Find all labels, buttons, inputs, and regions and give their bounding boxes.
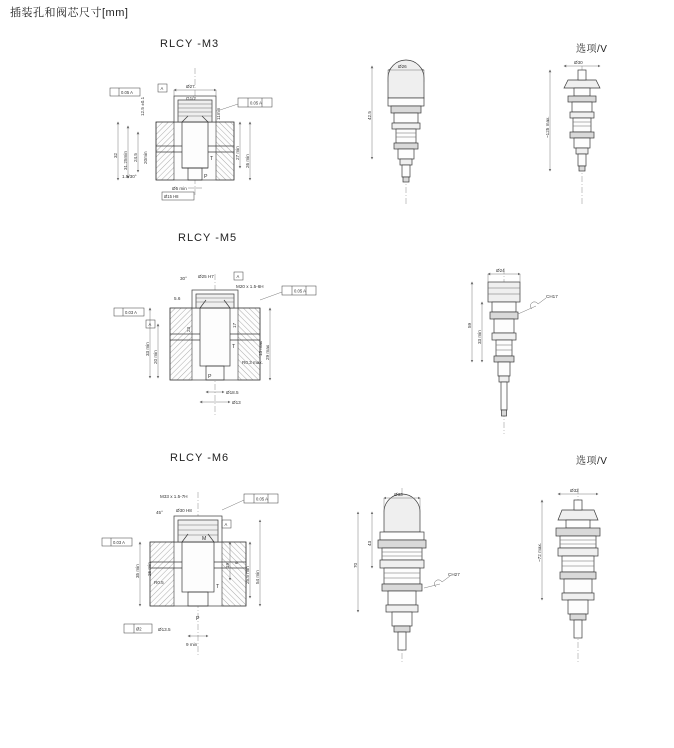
dim-m5-0: 30°	[180, 276, 187, 281]
port-label-P-m6: P	[196, 616, 200, 622]
dim-m6-15: 9 min	[186, 642, 198, 647]
datum-A-m3	[158, 84, 167, 92]
fcf-m3-left	[110, 88, 140, 96]
dim-m3-10: 1.5/30°	[122, 174, 137, 179]
port-label-P-m5: P	[208, 374, 212, 380]
dim-m3v-0: Ø26	[398, 64, 407, 69]
m5-cavity-drawing	[110, 260, 330, 420]
svg-text:A: A	[224, 522, 228, 527]
dim-m3-13: 26 min	[245, 154, 250, 168]
dim-m3-7: 31.25min	[123, 151, 128, 170]
port-label-T-m5: T	[232, 344, 236, 350]
dim-m3-3: 12.5 ±0.1	[140, 96, 145, 116]
dim-m3-4: 11min	[216, 107, 221, 120]
svg-text:A: A	[236, 274, 240, 279]
dim-m5-13: 13 max	[258, 340, 263, 356]
dim-m3-1: G1/2	[186, 96, 196, 101]
dim-m6-3: Ø30 H8	[176, 508, 192, 513]
section-title-m5: RLCY -M5	[178, 232, 238, 244]
svg-text:0.05 A: 0.05 A	[121, 90, 133, 95]
section-title-m6: RLCY -M6	[170, 452, 230, 464]
dim-m6-12: 54 min	[255, 570, 260, 584]
datum-A-m6-top	[222, 520, 231, 528]
dim-m6-2: 45°	[156, 510, 163, 515]
dim-m5-14: Ø18.5	[226, 390, 239, 395]
page-title: 插装孔和阀芯尺寸[mm]	[10, 7, 129, 19]
fcf-m3-right	[220, 98, 272, 110]
svg-text:A: A	[148, 322, 152, 327]
option-title-m3: 选项/V	[576, 44, 608, 55]
dim-m6v-3: CH27	[448, 572, 460, 577]
dim-m6-7: 35 min	[135, 564, 140, 578]
dim-m5v-0: Ø24	[496, 268, 505, 273]
dim-m5-3: M20 x 1.5-6H	[236, 284, 264, 289]
dim-m5-8: 17	[232, 322, 237, 328]
fcf-m6-bottom	[124, 624, 152, 633]
svg-text:0.03 A: 0.03 A	[113, 540, 125, 545]
dim-m6v-2: 70	[353, 562, 358, 568]
port-label-M-m6: M	[202, 536, 207, 542]
m6-valve-drawing	[340, 478, 500, 668]
dim-m5v-3: CH17	[546, 294, 558, 299]
dim-m5-6: 5.6	[174, 296, 181, 301]
svg-text:Ø15 H8: Ø15 H8	[164, 194, 179, 199]
m3-valve-drawing	[358, 58, 478, 208]
option-title-m6: 选项/V	[576, 456, 608, 467]
m5-valve-drawing	[452, 258, 592, 438]
dim-m6o-0: Ø32	[570, 488, 579, 493]
dim-m5v-1: 59	[467, 322, 472, 328]
svg-text:0.05 A: 0.05 A	[294, 288, 306, 294]
section-title-m3: RLCY -M3	[160, 38, 220, 50]
dim-m3-9: 20min	[143, 151, 148, 164]
dim-m6-14: Ø13.5	[158, 627, 171, 632]
m6-option-drawing	[512, 478, 662, 668]
dim-m3-8: 24.5	[133, 153, 138, 162]
dim-m6-10: 6	[234, 561, 239, 564]
svg-text:A: A	[160, 86, 164, 91]
dim-m5-1: Ø25 H7	[198, 274, 214, 279]
dim-m5-7: 23	[186, 326, 191, 332]
dim-m3-0: Ø27	[186, 84, 195, 89]
port-label-T-m3: T	[210, 156, 214, 162]
dim-m5-9: R0.3 max.	[242, 360, 263, 365]
port-label-T-m6: T	[216, 584, 220, 590]
dim-m6-9: 19	[225, 562, 230, 568]
fcf-m5-left	[114, 308, 144, 316]
dim-m3-11: Ø5 min	[172, 186, 187, 191]
dim-m5-15: Ø13	[232, 400, 241, 405]
dim-m6-6: R0.5	[154, 580, 164, 585]
m6-cavity-drawing	[98, 480, 318, 660]
datum-A-m5-left	[146, 320, 155, 328]
fcf-m5-right	[260, 286, 316, 300]
fcf-m6-top	[222, 494, 278, 510]
dim-m5v-2: 33 min	[477, 330, 482, 344]
dim-m3o-0: Ø30	[574, 60, 583, 65]
dim-m6-0: M33 x 1.5-7H	[160, 494, 188, 499]
dim-m6-11: 25.5 min	[245, 566, 250, 584]
dim-m6-8: 26 min	[147, 562, 152, 576]
dim-m6v-0: Ø33	[394, 492, 403, 497]
fcf-m6-left	[102, 538, 132, 546]
svg-text:0.03 A: 0.03 A	[125, 310, 137, 315]
dim-m5-12: 29 max	[265, 344, 270, 360]
dim-m3-6: 32	[113, 152, 118, 158]
dim-m3-14: 27 min	[235, 146, 240, 160]
dim-m3v-1: 42.5	[367, 111, 372, 120]
datum-A-m5-top	[234, 272, 243, 280]
svg-text:Ø2: Ø2	[136, 626, 142, 632]
dim-m3-12-box	[162, 192, 194, 200]
m3-option-drawing	[520, 58, 650, 208]
dim-m5-11: 33 min	[145, 342, 150, 356]
dim-m3o-1: ~125 max.	[545, 116, 550, 138]
dim-m6o-1: ~72 max.	[537, 542, 542, 562]
wrench-icon-m6	[434, 576, 450, 587]
m3-cavity-drawing	[100, 60, 290, 200]
dim-m5-10: 20 min	[153, 350, 158, 364]
svg-text:0.05 A: 0.05 A	[256, 496, 268, 502]
svg-text:0.05 A: 0.05 A	[250, 100, 262, 106]
port-label-P-m3: P	[204, 174, 208, 180]
dim-m6v-1: 43	[367, 540, 372, 546]
